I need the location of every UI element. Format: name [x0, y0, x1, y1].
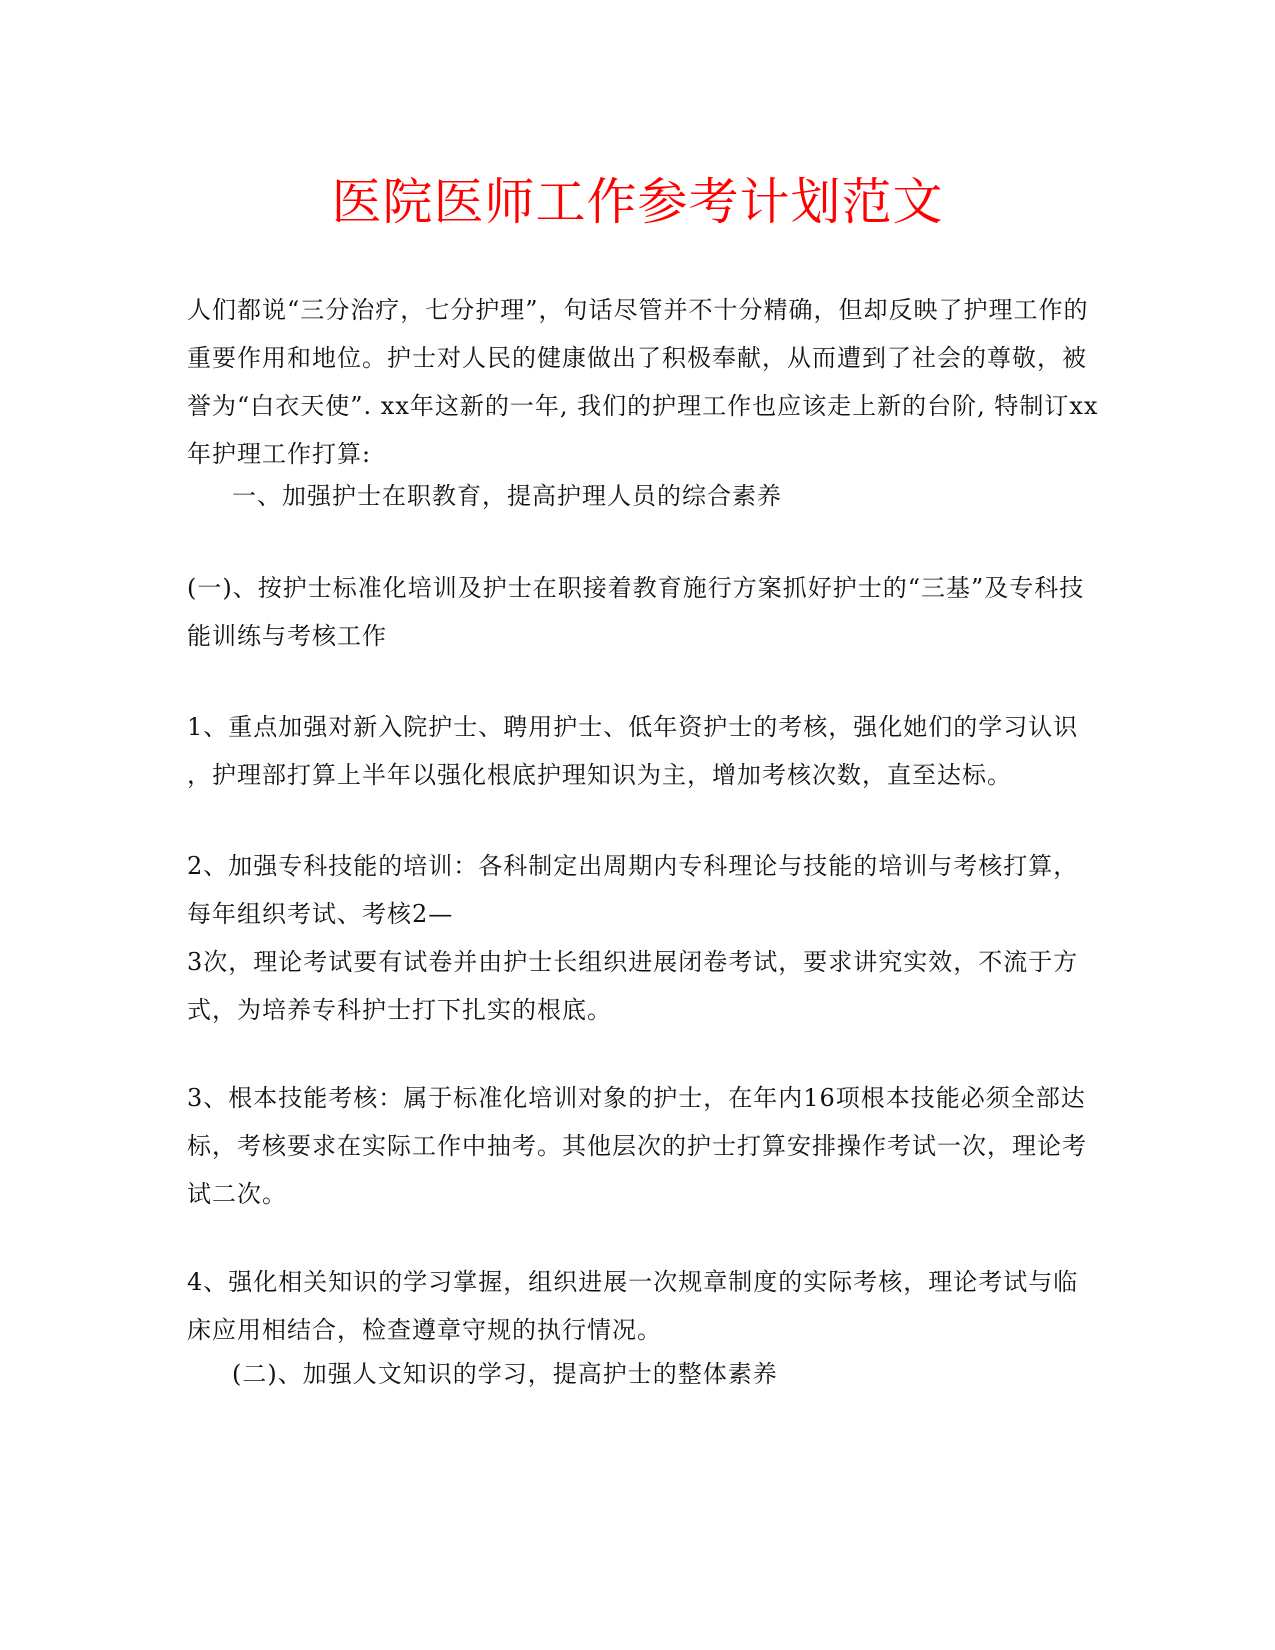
- text-line: 3、根本技能考核：属于标准化培训对象的护士，在年内16项根本技能必须全部达: [187, 1084, 1086, 1112]
- text-line: 誉为“白衣天使”. xx年这新的一年, 我们的护理工作也应该走上新的台阶, 特制订xx: [187, 392, 1099, 420]
- item-paragraph: [187, 703, 1087, 799]
- text-line: 床应用相结合，检查遵章守规的执行情况。: [187, 1316, 662, 1344]
- text-line: (一)、按护士标准化培训及护士在职接着教育施行方案抓好护士的“三基”及专科技: [187, 574, 1085, 602]
- text-line: 2、加强专科技能的培训：各科制定出周期内专科理论与技能的培训与考核打算，: [187, 852, 1079, 880]
- text-line: 人们都说“三分治疗，七分护理”，句话尽管并不十分精确，但却反映了护理工作的: [187, 296, 1089, 324]
- text-line: 重要作用和地位。护士对人民的健康做出了积极奉献，从而遭到了社会的尊敬，被: [187, 344, 1087, 372]
- text-line: 一、加强护士在职教育，提高护理人员的综合素养: [232, 482, 782, 510]
- text-line: 标，考核要求在实际工作中抽考。其他层次的护士打算安排操作考试一次，理论考: [187, 1132, 1087, 1160]
- item-paragraph: [187, 1074, 1087, 1218]
- text-line: 4、强化相关知识的学习掌握，组织进展一次规章制度的实际考核，理论考试与临: [187, 1268, 1079, 1296]
- text-line: 试二次。: [187, 1180, 287, 1208]
- text-line: 每年组织考试、考核2—: [187, 900, 454, 928]
- section-heading: [232, 472, 1132, 520]
- text-line: 式，为培养专科护士打下扎实的根底。: [187, 996, 612, 1024]
- subsection-heading: [232, 1350, 1132, 1398]
- text-line: ，护理部打算上半年以强化根底护理知识为主，增加考核次数，直至达标。: [187, 761, 1012, 789]
- text-line: 年护理工作打算:: [187, 440, 372, 468]
- text-line: 1、重点加强对新入院护士、聘用护士、低年资护士的考核，强化她们的学习认识: [187, 713, 1079, 741]
- item-paragraph: [187, 1258, 1087, 1354]
- intro-paragraph: [187, 286, 1099, 478]
- item-paragraph: [187, 842, 1087, 1034]
- document-title: 医院医师工作参考计划范文: [331, 173, 944, 231]
- text-line: 3次，理论考试要有试卷并由护士长组织进展闭卷考试，要求讲究实效，不流于方: [187, 948, 1079, 976]
- text-line: 能训练与考核工作: [187, 622, 387, 650]
- subsection-paragraph: [187, 564, 1087, 660]
- text-line: (二)、加强人文知识的学习，提高护士的整体素养: [232, 1360, 778, 1388]
